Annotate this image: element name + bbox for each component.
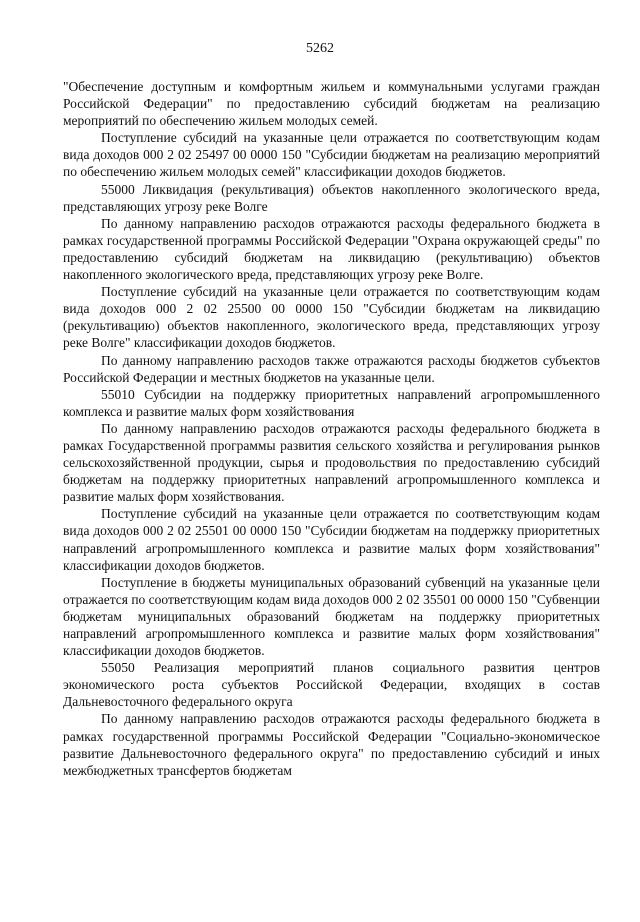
section-heading-55010: 55010 Субсидии на поддержку приоритетных направлений агропромышленного комплекса и развитие малых форм хозяйствования xyxy=(63,386,600,419)
paragraph-9: Поступление субсидий на указанные цели отражается по соответствующим кодам вида доходов 000 2 02 25501 00 0000 150 "Субсидии бюджетам на поддержку приоритетных направлений агропромышленного комплекса и развитие малых форм хозяйствования" классификации доходов бюджетов. xyxy=(63,506,600,573)
paragraph-6: По данному направлению расходов также отражаются расходы бюджетов субъектов Российской Федерации и местных бюджетов на указанные цели. xyxy=(63,352,600,385)
section-heading-55050: 55050 Реализация мероприятий планов социального развития центров экономического роста субъектов Российской Федерации, входящих в состав Дальневосточного федерального округа xyxy=(63,660,600,710)
paragraph-10: Поступление в бюджеты муниципальных образований субвенций на указанные цели отражается по соответствующим кодам вида доходов 000 2 02 35501 00 0000 150 "Субвенции бюджетам муниципальных образований бюджетам на поддержку приоритетных направлений агропромышленного комплекса и развитие малых форм хозяйствования" классификации доходов бюджетов. xyxy=(63,574,600,659)
page-number: 5262 xyxy=(306,41,334,56)
paragraph-8: По данному направлению расходов отражаются расходы федерального бюджета в рамках Государственной программы развития сельского хозяйства и регулирования рынков сельскохозяйственной продукции, сырья и продовольствия по предоставлению субсидий бюджетам на поддержку приоритетных направлений агропромышленного комплекса и развитие малых форм хозяйствования. xyxy=(63,420,600,505)
section-heading-55000: 55000 Ликвидация (рекультивация) объектов накопленного экологического вреда, представляющих угрозу реке Волге xyxy=(63,181,600,214)
paragraph-2: Поступление субсидий на указанные цели отражается по соответствующим кодам вида доходов 000 2 02 25497 00 0000 150 "Субсидии бюджетам на реализацию мероприятий по обеспечению жильем молодых семей" классификации доходов бюджетов. xyxy=(63,130,600,180)
paragraph-5: Поступление субсидий на указанные цели отражается по соответствующим кодам вида доходов 000 2 02 25500 00 0000 150 "Субсидии бюджетам на ликвидацию (рекультивацию) объектов накопленного, экологического вреда, представляющих угрозу реке Волге" классификации доходов бюджетов. xyxy=(63,284,600,351)
document-body xyxy=(63,78,600,779)
paragraph-1: "Обеспечение доступным и комфортным жильем и коммунальными услугами граждан Российской Федерации" по предоставлению субсидий бюджетам на реализацию мероприятий по обеспечению жильем молодых семей. xyxy=(63,79,600,129)
paragraph-12: По данному направлению расходов отражаются расходы федерального бюджета в рамках государственной программы Российской Федерации "Социально-экономическое развитие Дальневосточного федерального округа" по предоставлению субсидий и иных межбюджетных трансфертов бюджетам xyxy=(63,711,600,778)
paragraph-4: По данному направлению расходов отражаются расходы федерального бюджета в рамках государственной программы Российской Федерации "Охрана окружающей среды" по предоставлению субсидий бюджетам на ликвидацию (рекультивацию) объектов накопленного экологического вреда, представляющих угрозу реке Волге. xyxy=(63,215,600,283)
